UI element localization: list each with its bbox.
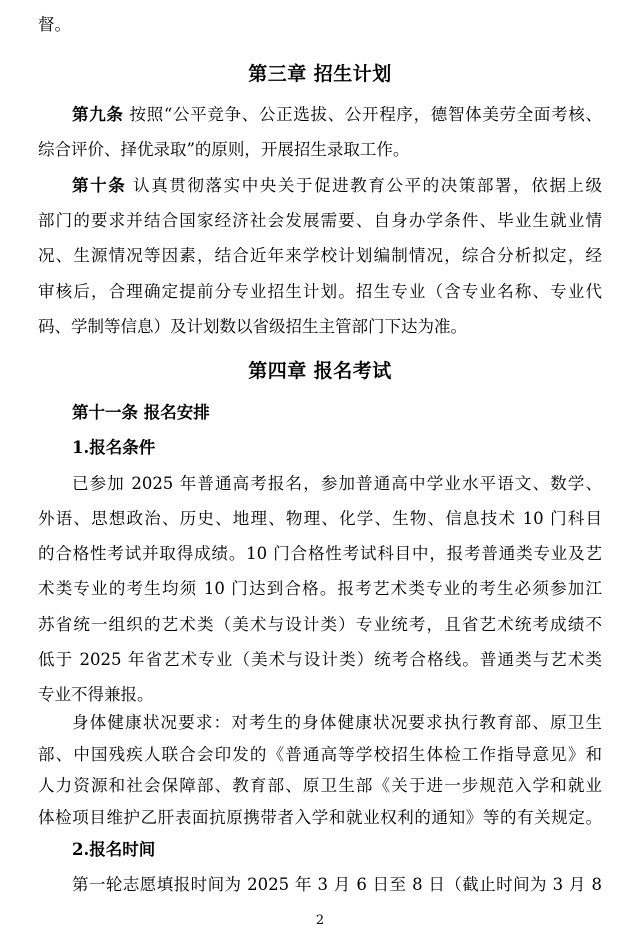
article-10-text: 认真贯彻落实中央关于促进教育公平的决策部署，依据上级 bbox=[133, 176, 603, 195]
para-2-line-2: 部、中国残疾人联合会印发的《普通高等学校招生体检工作指导意见》和 bbox=[38, 745, 602, 764]
page-number: 2 bbox=[315, 913, 325, 928]
article-10-line-4: 审核后，合理确定提前分专业招生计划。招生专业（含专业名称、专业代 bbox=[38, 282, 602, 301]
para-1-line-5: 苏省统一组织的艺术类（美术与设计类）专业统考，且省艺术统考成绩不 bbox=[38, 615, 602, 634]
article-9-line-1 bbox=[72, 104, 602, 126]
article-10-line-5: 码、学制等信息）及计划数以省级招生主管部门下达为准。 bbox=[38, 317, 467, 336]
para-1-line-6: 低于 2025 年省艺术专业（美术与设计类）统考合格线。普通类与艺术类 bbox=[38, 650, 602, 669]
section-2-heading: 2.报名时间 bbox=[72, 840, 156, 859]
para-1-line-1: 已参加 2025 年普通高考报名，参加普通高中学业水平语文、数学、 bbox=[72, 474, 602, 493]
para-1-line-4: 术类专业的考生均须 10 门达到合格。报考艺术类专业的考生必须参加江 bbox=[38, 579, 602, 598]
article-10-heading: 第十条 bbox=[72, 176, 127, 195]
article-10-line-2: 部门的要求并结合国家经济社会发展需要、自身办学条件、毕业生就业情 bbox=[38, 211, 602, 230]
article-10-line-3: 况、生源情况等因素，结合近年来学校计划编制情况，综合分析拟定，经 bbox=[38, 246, 602, 265]
chapter-4-heading: 第四章 报名考试 bbox=[248, 360, 392, 382]
para-2-line-1: 身体健康状况要求：对考生的身体健康状况要求执行教育部、原卫生 bbox=[72, 713, 602, 732]
chapter-3-heading: 第三章 招生计划 bbox=[248, 63, 392, 85]
article-9-line-2: 综合评价、择优录取”的原则，开展招生录取工作。 bbox=[38, 140, 410, 159]
para-3-line-1: 第一轮志愿填报时间为 2025 年 3 月 6 日至 8 日（截止时间为 3 月 8 bbox=[72, 875, 602, 894]
article-9-heading: 第九条 bbox=[72, 105, 124, 124]
text-line: 督。 bbox=[38, 15, 71, 34]
article-10-line-1 bbox=[72, 175, 602, 197]
para-1-line-3: 的合格性考试并取得成绩。10 门合格性考试科目中，报考普通类专业及艺 bbox=[38, 544, 602, 563]
para-1-line-7: 专业不得兼报。 bbox=[38, 685, 154, 704]
article-11-heading: 第十一条 报名安排 bbox=[72, 403, 210, 422]
para-1-line-2: 外语、思想政治、历史、地理、物理、化学、生物、信息技术 10 门科目 bbox=[38, 509, 602, 528]
para-2-line-3: 人力资源和社会保障部、教育部、原卫生部《关于进一步规范入学和就业 bbox=[38, 776, 602, 795]
para-2-line-4: 体检项目维护乙肝表面抗原携带者入学和就业权利的通知》等的有关规定。 bbox=[38, 808, 602, 827]
section-1-heading: 1.报名条件 bbox=[72, 438, 156, 457]
article-9-text: 按照“公平竞争、公正选拔、公开程序，德智体美劳全面考核、 bbox=[129, 105, 602, 124]
